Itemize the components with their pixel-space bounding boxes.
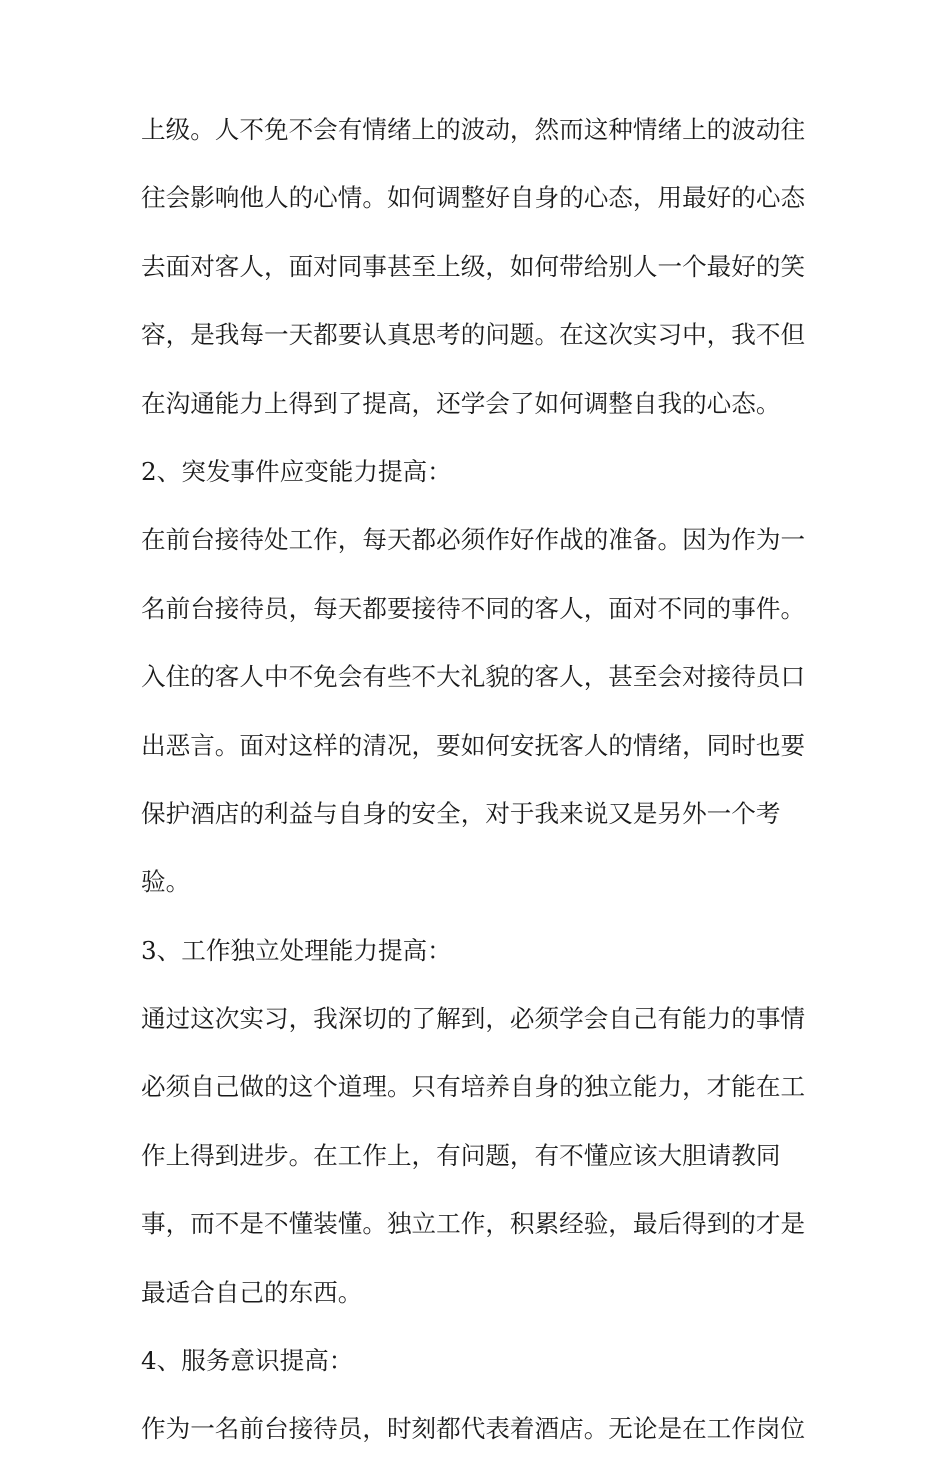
paragraph-line: 作为一名前台接待员，时刻都代表着酒店。无论是在工作岗位 (141, 1414, 806, 1444)
paragraph-line: 保护酒店的利益与自身的安全，对于我来说又是另外一个考 (141, 798, 781, 828)
section-heading: 3、工作独立处理能力提高： (141, 935, 452, 965)
paragraph-line: 在前台接待处工作，每天都必须作好作战的准备。因为作为一 (141, 525, 806, 555)
paragraph-line: 名前台接待员，每天都要接待不同的客人，面对不同的事件。 (141, 593, 806, 623)
paragraph-line: 容，是我每一天都要认真思考的问题。在这次实习中，我不但 (141, 320, 806, 350)
paragraph-line: 去面对客人，面对同事甚至上级，如何带给别人一个最好的笑 (141, 251, 806, 281)
paragraph-line: 事，而不是不懂装懂。独立工作，积累经验，最后得到的才是 (141, 1209, 806, 1239)
paragraph-line: 入住的客人中不免会有些不大礼貌的客人，甚至会对接待员口 (141, 662, 806, 692)
document-body (141, 110, 821, 1478)
paragraph-line: 必须自己做的这个道理。只有培养自身的独立能力，才能在工 (141, 1072, 806, 1102)
section-heading: 2、突发事件应变能力提高： (141, 456, 452, 486)
paragraph-line: 出恶言。面对这样的清况，要如何安抚客人的情绪，同时也要 (141, 730, 806, 760)
paragraph-line: 最适合自己的东西。 (141, 1277, 363, 1307)
paragraph-line: 上级。人不免不会有情绪上的波动，然而这种情绪上的波动往 (141, 115, 806, 144)
paragraph-line: 作上得到进步。在工作上，有问题，有不懂应该大胆请教同 (141, 1140, 781, 1170)
paragraph-line: 通过这次实习，我深切的了解到，必须学会自己有能力的事情 (141, 1004, 806, 1034)
paragraph-line: 验。 (141, 867, 191, 897)
paragraph-line: 往会影响他人的心情。如何调整好自身的心态，用最好的心态 (141, 183, 806, 213)
section-heading: 4、服务意识提高： (141, 1346, 354, 1376)
paragraph-line: 在沟通能力上得到了提高，还学会了如何调整自我的心态。 (141, 388, 781, 418)
